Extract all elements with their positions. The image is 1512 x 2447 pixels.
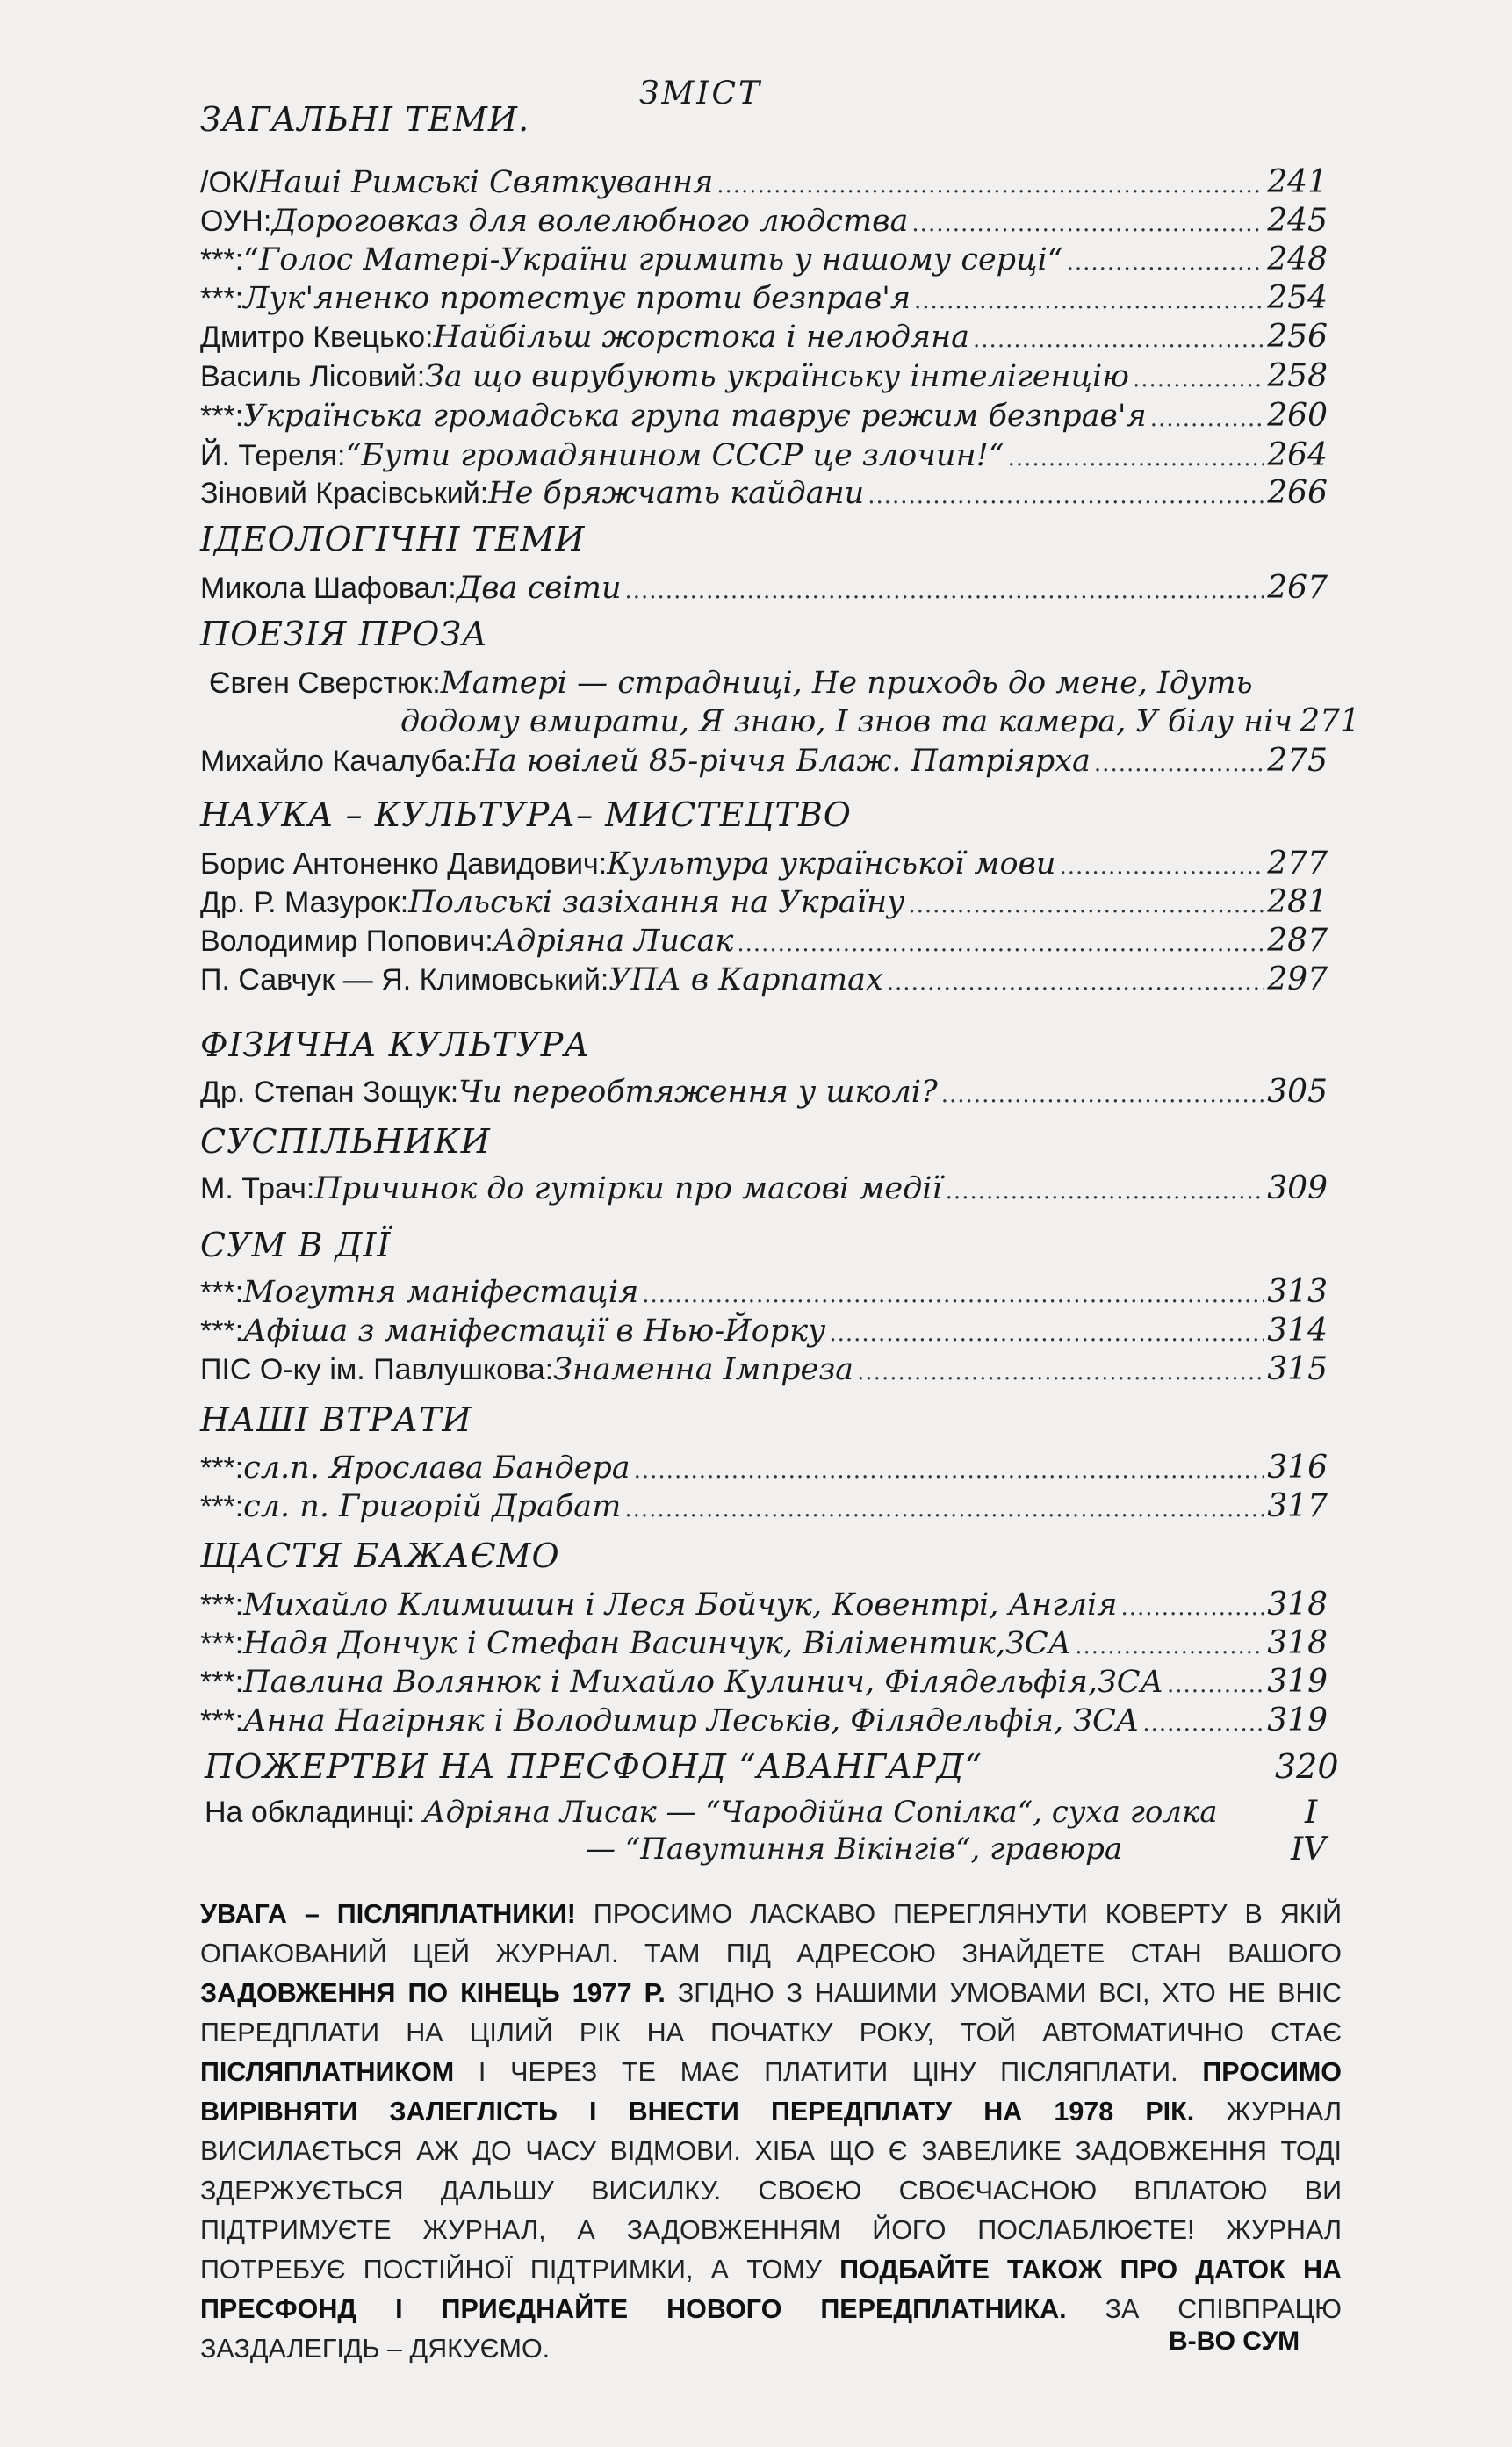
toc-entry-title: УПА в Карпатах [608,962,883,997]
toc-entry [200,845,1328,886]
publisher-signature: В-ВО СУМ [1169,2327,1300,2356]
toc-entry [200,1449,1328,1490]
toc-entry [200,318,1328,359]
toc-entry [200,241,1328,282]
toc-entry-title: Найбільш жорстока і нелюдяна [433,320,970,355]
toc-entry-author: ***: [200,1627,244,1660]
toc-entry-author: Василь Лісовий: [200,360,426,393]
toc-entry [200,1487,1328,1529]
toc-entry [200,163,1328,205]
toc-entry-page: 317 [1267,1488,1328,1524]
toc-entry-author: ***: [200,1490,244,1523]
toc-entry [209,664,1328,702]
notice-text: ЗГІДНО З НАШИМИ УМОВАМИ ВСІ, ХТО НЕ ВНІС ПЕРЕДПЛАТИ НА ЦІЛИЙ РІК НА ПОЧАТКУ РОКУ, ТОЙ АВТОМАТИЧНО СТАЄ [200,1978,1343,2048]
toc-entry-title: Матері — страдниці, Не приходь до мене, Ідуть [440,666,1253,701]
toc-entry-author: ПІС О-ку ім. Павлушкова: [200,1353,554,1386]
toc-entry [200,1170,1328,1211]
toc-entry-author: ***: [200,1666,244,1699]
section-heading-ideology: ІДЕОЛОГІЧНІ ТЕМИ [200,520,586,558]
toc-entry-title: Надя Дончук і Стефан Васинчук, Віліментик,ЗСА [243,1626,1072,1661]
dot-leader [973,320,1264,359]
toc-entry-author: Й. Тереля: [200,439,346,472]
toc-entry [200,922,1328,963]
toc-entry-author: Михайло Качалуба: [200,745,472,778]
section-heading-social: СУСПІЛЬНИКИ [200,1122,491,1161]
subscriber-notice [200,1895,1342,2369]
dot-leader [1150,399,1264,438]
toc-entry [200,1350,1328,1392]
notice-bold: ПОДБАЙТЕ ТАКОЖ ПРО ДАТОК НА ПРЕСФОНД І ПРИЄДНАЙТЕ НОВОГО ПЕРЕДПЛАТНИКА. [200,2255,1342,2324]
toc-entry-title: Лук'яненко протестує проти безправ'я [243,281,911,316]
dot-leader [1142,1704,1264,1743]
notice-bold: ПРОСИМО ВИРІВНЯТИ ЗАЛЕГЛІСТЬ І ВНЕСТИ ПЕРЕДПЛАТУ НА 1978 РІК. [200,2057,1342,2127]
toc-entry-author: Др. Степан Зощук: [200,1076,459,1109]
section-heading-sum: СУМ В ДІЇ [200,1226,392,1264]
toc-entry-page: 256 [1267,319,1328,355]
section-heading-wishes: ЩАСТЯ БАЖАЄМО [200,1537,560,1575]
toc-entry-page: 245 [1267,203,1328,239]
page-title: ЗМІСТ [639,76,763,112]
toc-entry [200,357,1328,399]
dot-leader [829,1314,1264,1353]
cover-line-1 [205,1795,1332,1830]
toc-entry [200,1663,1328,1704]
toc-entry-author: П. Савчук — Я. Климовський: [200,963,609,997]
toc-entry-page: 315 [1267,1351,1328,1387]
toc-entry-author: ***: [200,1588,244,1622]
toc-entry [200,569,1328,610]
toc-entry-page: 264 [1267,437,1328,473]
toc-entry-author: /ОК/ [200,166,258,199]
toc-entry-page: 305 [1267,1074,1328,1110]
dot-leader [1120,1588,1264,1627]
dot-leader [642,1276,1264,1314]
toc-entry [200,436,1328,478]
toc-entry-title: сл. п. Григорій Драбат [243,1489,622,1524]
toc-entry-page: 316 [1267,1450,1328,1486]
toc-entry [200,474,1328,515]
toc-entry-title: Анна Нагірняк і Володимир Леськів, Філядельфія, ЗСА [243,1703,1140,1738]
dot-leader [911,205,1264,243]
toc-entry-page: 248 [1267,241,1328,277]
toc-entry-page: 267 [1267,570,1328,606]
cover-label: На обкладинці: [205,1796,423,1829]
toc-entry-title: сл.п. Ярослава Бандера [243,1450,630,1486]
toc-entry-title: додому вмирати, Я знаю, І знов та камера, У білу ніч [400,704,1293,739]
toc-entry-author: ОУН: [200,205,272,238]
toc-entry-page: 275 [1267,743,1328,779]
notice-text: ПРОСИМО ЛАСКАВО ПЕРЕГЛЯНУТИ КОВЕРТУ В ЯКІЙ ОПАКОВАНИЙ ЦЕЙ ЖУРНАЛ. ТАМ ПІД АДРЕСОЮ ЗНАЙДЕТЕ СТАН ВАШОГО [200,1899,1342,1968]
toc-entry-author: М. Трач: [200,1172,315,1206]
toc-entry-title: Українська громадська група таврує режим безправ'я [243,399,1147,434]
toc-entry-author: ***: [200,243,244,277]
dot-leader [868,477,1264,515]
toc-entry-author: ***: [200,1314,244,1348]
toc-entry-title: Дороговказ для волелюбного людства [271,204,909,239]
toc-entry-page: 277 [1267,846,1328,882]
section-heading-losses: НАШІ ВТРАТИ [200,1400,472,1439]
toc-entry-title: Адріяна Лисак [493,924,734,959]
toc-entry-page: 318 [1267,1587,1328,1623]
toc-entry-author: ***: [200,1704,244,1738]
toc-entry-title: Знаменна Імпреза [553,1352,854,1387]
toc-entry-author: Борис Антоненко Давидович: [200,847,608,881]
toc-entry-title: Польські зазіхання на Україну [408,885,905,920]
cover-item-2: — “Павутиння Вікінгів“, гравюра [586,1832,1123,1867]
toc-entry [200,1273,1328,1314]
notice-bold: ПІСЛЯПЛАТНИКОМ [200,2057,455,2087]
toc-entry [400,702,1360,744]
toc-entry [200,397,1328,438]
dot-leader [634,1451,1264,1490]
toc-entry-title: Культура української мови [607,846,1056,882]
section-heading-donations: ПОЖЕРТВИ НА ПРЕСФОНД “АВАНГАРД“ [205,1747,983,1786]
dot-leader [1067,243,1264,282]
toc-entry-page: 271 [1300,703,1360,739]
dot-leader [1059,847,1264,886]
cover-item-2-page: IV [1291,1832,1327,1868]
toc-entry [200,742,1328,783]
cover-item-1: Адріяна Лисак — “Чародійна Сопілка“, суха голка [422,1795,1218,1830]
dot-leader [716,166,1264,205]
toc-entry-page: 319 [1267,1702,1328,1738]
toc-entry-page: 254 [1267,280,1328,316]
toc-entry-page: 258 [1267,358,1328,394]
toc-entry [200,1586,1328,1627]
donations-page-number: 320 [1275,1747,1339,1786]
toc-entry-page: 297 [1267,961,1328,997]
toc-entry-title: Афіша з маніфестації в Нью-Йорку [243,1313,826,1349]
dot-leader [946,1172,1264,1211]
dot-leader [908,886,1264,925]
toc-entry-page: 318 [1267,1625,1328,1661]
toc-entry-author: Дмитро Квецько: [200,320,434,354]
toc-entry-title: Чи переобтяження у школі? [458,1075,938,1110]
dot-leader [914,282,1264,320]
dot-leader [887,963,1264,1002]
toc-entry-title: На ювілей 85-річчя Блаж. Патріярха [472,744,1091,779]
cover-item-1-page: I [1305,1795,1318,1831]
toc-entry [200,883,1328,925]
toc-entry-page: 287 [1267,923,1328,959]
toc-entry-title: Павлина Волянюк і Михайло Кулинич, Філядельфія,ЗСА [243,1665,1164,1700]
dot-leader [1133,360,1264,399]
dot-leader [624,1490,1264,1529]
section-heading-science: НАУКА – КУЛЬТУРА– МИСТЕЦТВО [200,795,852,834]
toc-entry [200,961,1328,1002]
notice-heading: УВАГА – ПІСЛЯПЛАТНИКИ! [200,1899,576,1929]
toc-entry-page: 309 [1267,1170,1328,1206]
dot-leader [1167,1666,1264,1704]
toc-entry-title: Могутня маніфестація [243,1275,639,1310]
dot-leader [737,925,1264,963]
notice-text: ЖУРНАЛ ВИСИЛАЄТЬСЯ АЖ ДО ЧАСУ ВІДМОВИ. ХІБА ЩО Є ЗАВЕЛИКЕ ЗАДОВЖЕННЯ ТОДІ ЗДЕРЖУЄТЬСЯ ДАЛЬШУ ВИСИЛКУ. СВОЄЮ СВОЄЧАСНОЮ ВПЛАТОЮ ВИ ПІДТРИМУЄТЕ ЖУРНАЛ, А ЗАДОВЖЕННЯМ ЙОГО ПОСЛАБЛЮЄТЕ! ЖУРНАЛ ПОТРЕБУЄ ПОСТІЙНОЇ ПІДТРИМКИ, А ТОМУ [200,2097,1342,2285]
toc-entry [200,1702,1328,1743]
toc-entry [200,1624,1328,1666]
toc-entry [200,202,1328,243]
toc-entry-author: ***: [200,1276,244,1309]
toc-entry-title: Не бряжчать кайдани [488,476,865,511]
toc-entry-author: Микола Шафовал: [200,572,457,605]
notice-text: ЗА СПІВПРАЦЮ ЗАЗДАЛЕГІДЬ – ДЯКУЄМО. [200,2294,1342,2364]
dot-leader [1094,745,1264,783]
notice-text: І ЧЕРЕЗ ТЕ МАЄ ПЛАТИТИ ЦІНУ ПІСЛЯПЛАТИ. [454,2057,1203,2087]
toc-entry-page: 313 [1267,1274,1328,1310]
toc-entry-title: Наші Римські Святкування [257,165,714,200]
toc-entry-title: “Бути громадянином СССР це злочин!“ [345,438,1004,473]
toc-entry [200,1312,1328,1353]
dot-leader [1075,1627,1264,1666]
toc-entry-author: Євген Сверстюк: [209,666,441,700]
toc-entry-title: “Голос Матері-України гримить у нашому серці“ [243,242,1063,277]
toc-entry-author: Др. Р. Мазурок: [200,886,409,919]
notice-bold: ЗАДОВЖЕННЯ ПО КІНЕЦЬ 1977 Р. [200,1978,666,2008]
dot-leader [941,1076,1264,1114]
toc-entry-page: 281 [1267,884,1328,920]
toc-entry-page: 266 [1267,475,1328,511]
toc-entry-author: ***: [200,282,244,315]
dot-leader [1008,439,1264,478]
toc-entry-author: Володимир Попович: [200,925,493,958]
toc-entry-page: 319 [1267,1664,1328,1700]
toc-entry-author: Зіновий Красівський: [200,477,489,510]
dot-leader [624,572,1264,610]
section-heading-general: ЗАГАЛЬНІ ТЕМИ. [200,100,530,139]
toc-entry-page: 260 [1267,398,1328,434]
toc-entry [200,1073,1328,1114]
toc-entry [200,279,1328,320]
toc-entry-author: ***: [200,399,244,433]
toc-entry-title: Михайло Климишин і Леся Бойчук, Ковентрі, Англія [243,1587,1118,1623]
section-heading-poetry: ПОЕЗІЯ ПРОЗА [200,615,488,653]
toc-entry-page: 241 [1267,164,1328,200]
toc-entry-title: Причинок до гутірки про масові медії [314,1171,942,1206]
toc-entry-title: За що вирубують українську інтелігенцію [425,359,1129,394]
toc-entry-page: 314 [1267,1313,1328,1349]
toc-entry-title: Два світи [456,571,622,606]
section-heading-physical: ФІЗИЧНА КУЛЬТУРА [200,1026,591,1064]
toc-entry-author: ***: [200,1451,244,1485]
dot-leader [857,1353,1264,1392]
